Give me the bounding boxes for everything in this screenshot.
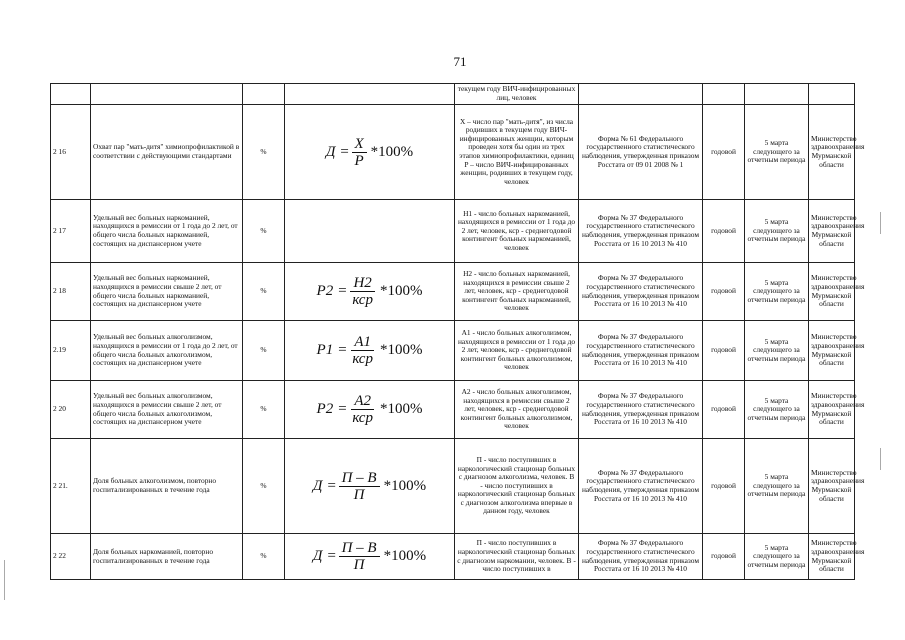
equals-sign: =	[326, 477, 337, 494]
formula-denominator: ксp	[352, 410, 373, 426]
indicator-number: 2 22	[51, 534, 91, 580]
indicator-number: 2.19	[51, 321, 91, 381]
indicator-number: 2 21.	[51, 439, 91, 534]
formula-cell	[285, 200, 455, 263]
data-source: Форма № 37 Федерального государственного статистического наблюдения, утвержденная приказом Росстата от 16 10 2013 № 410	[579, 321, 703, 381]
submission-deadline	[745, 84, 809, 105]
formula	[317, 393, 423, 426]
formula-multiplier: *100%	[383, 477, 427, 494]
responsible-body: Министерство здравоохранения Мурманской области	[809, 321, 855, 381]
indicator-name: Удельный вес больных алкоголизмом, находящихся в ремиссии от 1 года до 2 лет, от общего числа больных алкоголизмом, состоящих на диспансерном учете	[91, 321, 243, 381]
periodicity: годовой	[703, 381, 745, 439]
formula-numerator: H2	[350, 275, 374, 292]
variables-description: Н1 - число больных наркоманией, находящихся в ремиссии от 1 года до 2 лет, человек, кср - среднегодовой контингент больных наркоманией, человек	[455, 200, 579, 263]
data-source: Форма № 37 Федерального государственного статистического наблюдения, утвержденная приказом Росстата от 16 10 2013 № 410	[579, 200, 703, 263]
periodicity: годовой	[703, 263, 745, 321]
periodicity	[703, 84, 745, 105]
periodicity: годовой	[703, 534, 745, 580]
indicator-name: Удельный вес больных наркоманией, находящихся в ремиссии свыше 2 лет, от общего числа больных наркоманией, состоящих на диспансерном учете	[91, 263, 243, 321]
responsible-body: Министерство здравоохранения Мурманской области	[809, 200, 855, 263]
formula	[317, 334, 423, 367]
formula-multiplier: *100%	[379, 283, 423, 300]
submission-deadline: 5 марта следующего за отчетным периода	[745, 381, 809, 439]
formula-cell	[285, 321, 455, 381]
formula-numerator: A1	[351, 334, 374, 351]
unit	[243, 84, 285, 105]
formula-denominator: ксp	[352, 351, 373, 367]
unit: %	[243, 381, 285, 439]
indicator-name: Удельный вес больных наркоманией, находящихся в ремиссии от 1 года до 2 лет, от общего числа больных наркоманией, состоящих на диспансерном учете	[91, 200, 243, 263]
table-row	[51, 84, 855, 105]
formula-numerator: П – В	[339, 470, 380, 487]
data-source: Форма № 37 Федерального государственного статистического наблюдения, утвержденная приказом Росстата от 16 10 2013 № 410	[579, 534, 703, 580]
submission-deadline: 5 марта следующего за отчетным периода	[745, 321, 809, 381]
indicator-number	[51, 84, 91, 105]
formula-denominator: P	[354, 152, 364, 169]
formula-lhs: Д	[312, 477, 323, 494]
indicator-name: Удельный вес больных алкоголизмом, находящихся в ремиссии свыше 2 лет, от общего числа больных алкоголизмом, состоящих на диспансерном учете	[91, 381, 243, 439]
variables-description: текущем году ВИЧ-инфицированных лиц, человек	[455, 84, 579, 105]
variables-description: X – число пар "мать-дитя", из числа родивших в текущем году ВИЧ-инфицированных женщин, которым проведен хотя бы один из трех этапов химиопрофилактики, единиц P – число ВИЧ-инфицированных женщин, родивших в текущем году, человек	[455, 105, 579, 200]
scan-mark	[880, 212, 881, 234]
formula-denominator: П	[353, 557, 365, 573]
variables-description: П - число поступивших в наркологический стационар больных с диагнозом наркомании, человек. В - число поступивших в	[455, 534, 579, 580]
formula-numerator: X	[352, 136, 367, 153]
submission-deadline: 5 марта следующего за отчетным периода	[745, 534, 809, 580]
formula-denominator: П	[353, 486, 365, 503]
formula-cell	[285, 84, 455, 105]
formula-cell	[285, 381, 455, 439]
equals-sign: =	[337, 342, 348, 359]
unit: %	[243, 105, 285, 200]
indicator-number: 2 17	[51, 200, 91, 263]
indicator-name	[91, 84, 243, 105]
submission-deadline: 5 марта следующего за отчетным периода	[745, 263, 809, 321]
table-row	[51, 534, 855, 580]
formula-multiplier: *100%	[370, 143, 414, 160]
formula-cell	[285, 439, 455, 534]
variables-description: А2 - число больных алкоголизмом, находящихся в ремиссии свыше 2 лет, человек, кср - среднегодовой контингент больных алкоголизмом, человек	[455, 381, 579, 439]
formula-lhs: Д	[325, 143, 336, 160]
table-row	[51, 263, 855, 321]
formula-fraction	[352, 136, 367, 169]
formula-lhs: Д	[312, 548, 323, 565]
periodicity: годовой	[703, 105, 745, 200]
scan-mark	[4, 560, 5, 600]
indicator-name: Охват пар "мать-дитя" химиопрофилактикой в соответствии с действующими стандартами	[91, 105, 243, 200]
unit: %	[243, 439, 285, 534]
unit: %	[243, 263, 285, 321]
formula-numerator: П – В	[339, 540, 380, 557]
formula-fraction	[349, 393, 376, 426]
indicators-table	[50, 83, 865, 580]
scan-mark	[880, 448, 881, 470]
submission-deadline: 5 марта следующего за отчетным периода	[745, 200, 809, 263]
table-row	[51, 200, 855, 263]
responsible-body: Министерство здравоохранения Мурманской области	[809, 534, 855, 580]
variables-description: Н2 - число больных наркоманией, находящихся в ремиссии свыше 2 лет, человек, кср - среднегодовой контингент больных наркоманией, человек	[455, 263, 579, 321]
responsible-body: Министерство здравоохранения Мурманской области	[809, 105, 855, 200]
responsible-body: Министерство здравоохранения Мурманской области	[809, 381, 855, 439]
formula-denominator: ксp	[352, 292, 373, 308]
equals-sign: =	[339, 143, 350, 160]
submission-deadline: 5 марта следующего за отчетным периода	[745, 439, 809, 534]
equals-sign: =	[337, 283, 348, 300]
data-source: Форма № 61 Федерального государственного статистического наблюдения, утвержденная приказом Росстата от 09 01 2008 № 1	[579, 105, 703, 200]
periodicity: годовой	[703, 321, 745, 381]
table-row	[51, 321, 855, 381]
unit: %	[243, 534, 285, 580]
formula	[317, 275, 423, 308]
indicator-name: Доля больных алкоголизмом, повторно госпитализированных в течение года	[91, 439, 243, 534]
formula-fraction	[339, 470, 380, 503]
formula	[313, 540, 426, 573]
table-row	[51, 105, 855, 200]
formula-lhs: P2	[316, 283, 334, 300]
submission-deadline: 5 марта следующего за отчетным периода	[745, 105, 809, 200]
variables-description: П - число поступивших в наркологический стационар больных с диагнозом алкоголизма, человек. В - число поступивших в наркологический стационар больных с диагнозом алкоголизма впервые в данном году, человек	[455, 439, 579, 534]
unit: %	[243, 200, 285, 263]
indicator-number: 2 18	[51, 263, 91, 321]
data-source	[579, 84, 703, 105]
table-row	[51, 381, 855, 439]
formula-numerator: A2	[351, 393, 374, 410]
equals-sign: =	[337, 401, 348, 418]
responsible-body	[809, 84, 855, 105]
formula-fraction	[349, 334, 376, 367]
periodicity: годовой	[703, 200, 745, 263]
formula-fraction	[339, 540, 380, 573]
data-source: Форма № 37 Федерального государственного статистического наблюдения, утвержденная приказом Росстата от 16 10 2013 № 410	[579, 263, 703, 321]
formula-multiplier: *100%	[379, 342, 423, 359]
indicator-number: 2 20	[51, 381, 91, 439]
periodicity: годовой	[703, 439, 745, 534]
unit: %	[243, 321, 285, 381]
data-source: Форма № 37 Федерального государственного статистического наблюдения, утвержденная приказом Росстата от 16 10 2013 № 410	[579, 381, 703, 439]
responsible-body: Министерство здравоохранения Мурманской области	[809, 439, 855, 534]
data-source: Форма № 37 Федерального государственного статистического наблюдения, утвержденная приказом Росстата от 16 10 2013 № 410	[579, 439, 703, 534]
formula-cell	[285, 534, 455, 580]
indicator-name: Доля больных наркоманией, повторно госпитализированных в течение года	[91, 534, 243, 580]
page-number: 71	[453, 54, 467, 69]
formula-lhs: P2	[316, 401, 334, 418]
indicator-number: 2 16	[51, 105, 91, 200]
formula	[326, 136, 413, 169]
formula-multiplier: *100%	[379, 401, 423, 418]
formula-lhs: P1	[316, 342, 334, 359]
formula	[313, 470, 426, 503]
formula-cell	[285, 105, 455, 200]
responsible-body: Министерство здравоохранения Мурманской области	[809, 263, 855, 321]
formula-cell	[285, 263, 455, 321]
formula-fraction	[349, 275, 376, 308]
formula-multiplier: *100%	[383, 548, 427, 565]
equals-sign: =	[326, 548, 337, 565]
variables-description: А1 - число больных алкоголизмом, находящихся в ремиссии от 1 года до 2 лет, человек, кср - среднегодовой контингент больных алкоголизмом, человек	[455, 321, 579, 381]
table-row	[51, 439, 855, 534]
